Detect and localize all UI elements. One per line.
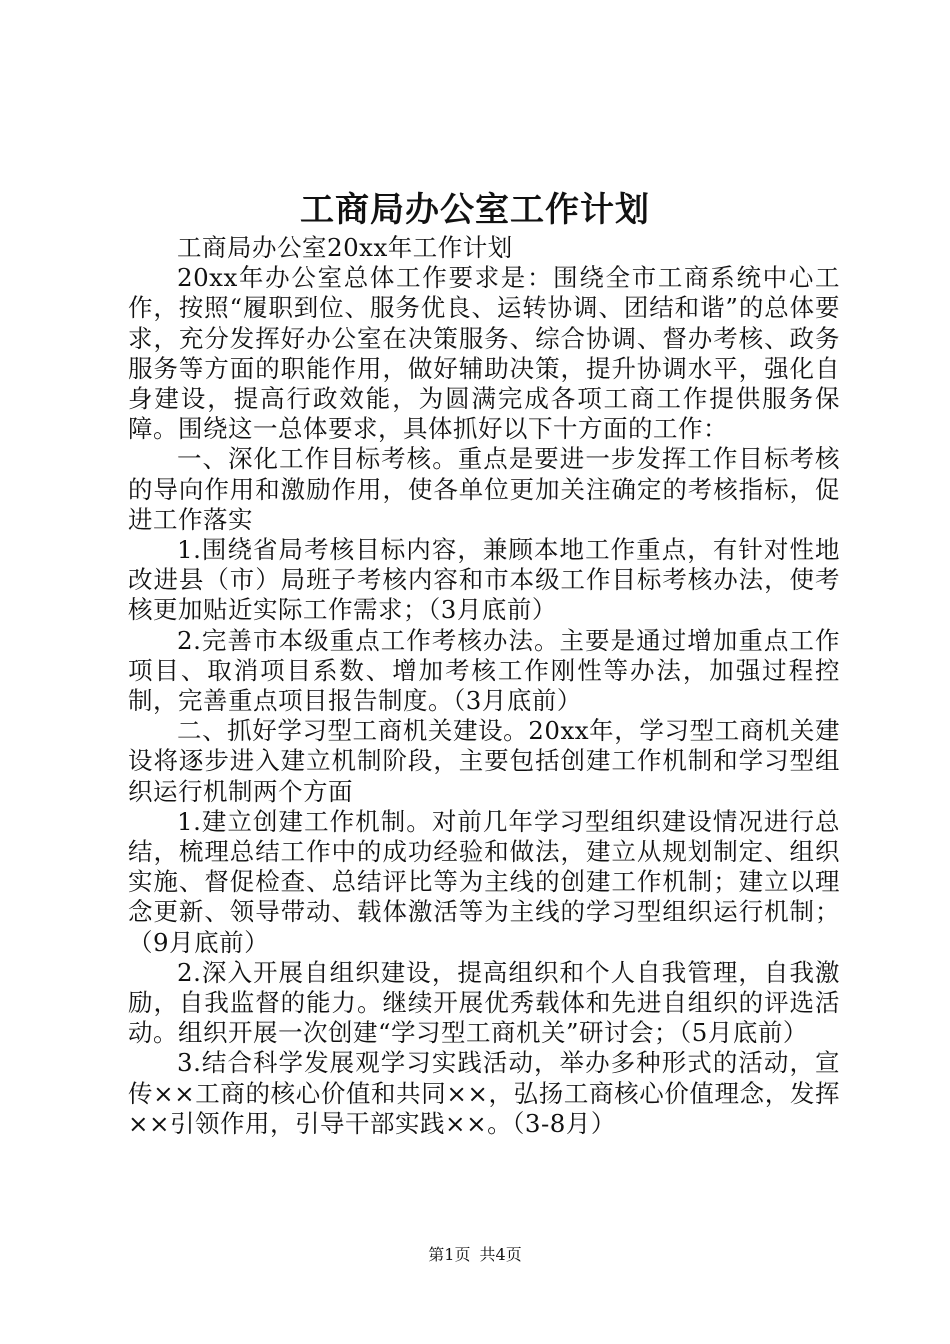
paragraph: 1.建立创建工作机制。对前几年学习型组织建设情况进行总结，梳理总结工作中的成功经验和做法，建立从规划制定、组织实施、督促检查、总结评比等为主线的创建工作机制；建立以理念更新、领导带动、载体激活等为主线的学习型组织运行机制；（9月底前） bbox=[128, 806, 840, 957]
document-body bbox=[128, 233, 840, 1139]
paragraph: 一、深化工作目标考核。重点是要进一步发挥工作目标考核的导向作用和激励作用，使各单位更加关注确定的考核指标，促进工作落实 bbox=[128, 444, 840, 534]
paragraph: 20xx年办公室总体工作要求是：围绕全市工商系统中心工作，按照“履职到位、服务优良、运转协调、团结和谐”的总体要求，充分发挥好办公室在决策服务、综合协调、督办考核、政务服务等方面的职能作用，做好辅助决策，提升协调水平，强化自身建设，提高行政效能，为圆满完成各项工商工作提供服务保障。围绕这一总体要求，具体抓好以下十方面的工作： bbox=[128, 263, 840, 444]
document-title: 工商局办公室工作计划 bbox=[300, 190, 650, 230]
page-number: 第1页 bbox=[428, 1245, 471, 1264]
paragraph: 2.完善市本级重点工作考核办法。主要是通过增加重点工作项目、取消项目系数、增加考核工作刚性等办法，加强过程控制，完善重点项目报告制度。（3月底前） bbox=[128, 625, 840, 716]
paragraph: 二、抓好学习型工商机关建设。20xx年，学习型工商机关建设将逐步进入建立机制阶段，主要包括创建工作机制和学习型组织运行机制两个方面 bbox=[128, 716, 840, 806]
page-total: 共4页 bbox=[479, 1245, 522, 1264]
paragraph: 1.围绕省局考核目标内容，兼顾本地工作重点，有针对性地改进县（市）局班子考核内容和市本级工作目标考核办法，使考核更加贴近实际工作需求；（3月底前） bbox=[128, 535, 840, 625]
paragraph: 2.深入开展自组织建设，提高组织和个人自我管理，自我激励，自我监督的能力。继续开展优秀载体和先进自组织的评选活动。组织开展一次创建“学习型工商机关”研讨会；（5月底前） bbox=[128, 957, 840, 1048]
paragraph: 3.结合科学发展观学习实践活动，举办多种形式的活动，宣传××工商的核心价值和共同××，弘扬工商核心价值理念，发挥××引领作用，引导干部实践××。（3-8月） bbox=[128, 1048, 840, 1138]
paragraph: 工商局办公室20xx年工作计划 bbox=[177, 233, 513, 262]
page-footer bbox=[0, 1243, 950, 1267]
